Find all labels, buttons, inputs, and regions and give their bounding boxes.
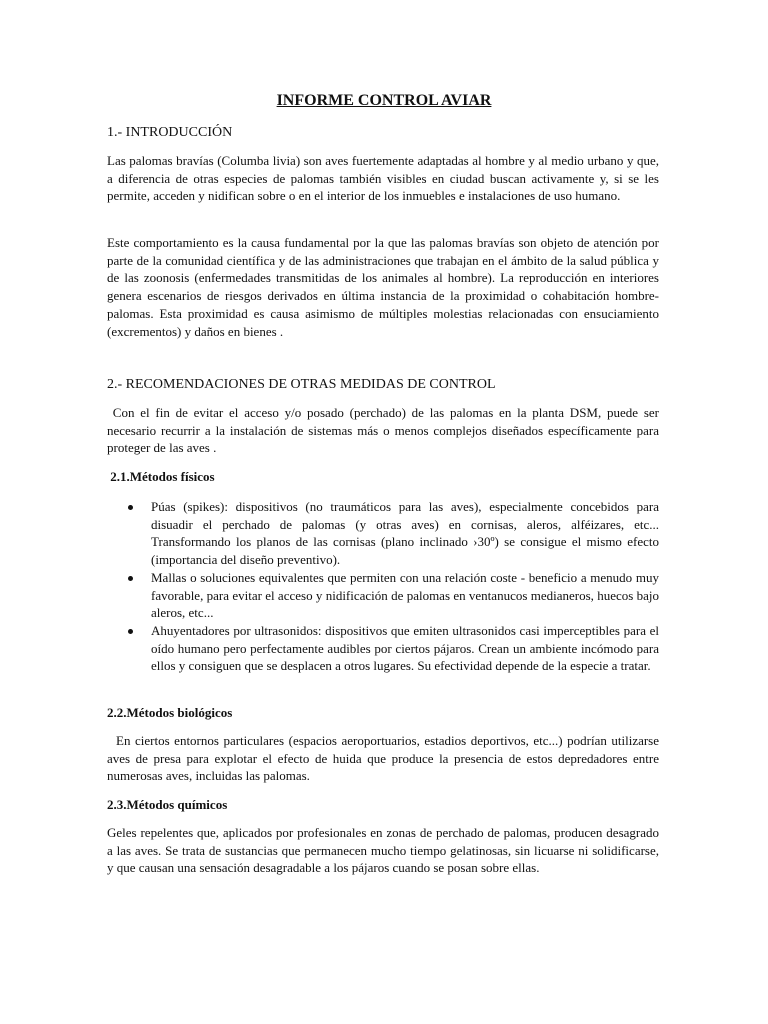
metodos-quimicos-paragraph: Geles repelentes que, aplicados por profesionales en zonas de perchado de palomas, producen desagrado a las aves. Se trata de sustancias que permanecen mucho tiempo gelatinosas, sin licuarse ni solidificarse, y que causan una sensación desagradable a los pájaros cuando se posan sobre ellas. xyxy=(107,825,659,876)
document-title: INFORME CONTROL AVIAR xyxy=(276,92,492,109)
subsection-heading-metodos-biologicos: 2.2.Métodos biológicos xyxy=(107,705,233,720)
bullet-icon xyxy=(128,505,133,510)
metodos-fisicos-list xyxy=(107,498,659,675)
metodos-biologicos-paragraph: En ciertos entornos particulares (espacios aeroportuarios, estadios deportivos, etc...) podrían utilizarse aves de presa para explotar el efecto de huida que produce la presencia de estos depredadores entre numerosas aves, incluidas las palomas. xyxy=(107,733,663,784)
section-heading-introduccion: 1.- INTRODUCCIÓN xyxy=(107,125,233,140)
list-item-text: Ahuyentadores por ultrasonidos: dispositivos que emiten ultrasonidos casi imperceptibles para el oído humano pero perfectamente audibles por ciertos pájaros. Crean un ambiente incómodo para ellos y consiguen que se desplacen a otros lugares. Su efectividad depende de la especie a tratar. xyxy=(151,622,659,674)
bullet-icon xyxy=(128,576,133,581)
list-item xyxy=(107,622,659,675)
intro-paragraph-1: Las palomas bravías (Columba livia) son aves fuertemente adaptadas al hombre y al medio urbano y que, a diferencia de otras especies de palomas también visibles en ciudad buscan activamente y, si se les permite, acceden y nidifican sobre o en el interior de los inmuebles e instalaciones de uso humano. xyxy=(107,153,659,204)
list-item-text: Púas (spikes): dispositivos (no traumáticos para las aves), especialmente concebidos para disuadir el perchado de palomas (y otras aves) en cornisas, aleros, alféizares, etc... Transformando los planos de las cornisas (plano inclinado ›30º) se consigue el mismo efecto (importancia del diseño preventivo). xyxy=(151,499,659,568)
subsection-heading-metodos-quimicos: 2.3.Métodos químicos xyxy=(107,797,228,812)
recomendaciones-paragraph: Con el fin de evitar el acceso y/o posado (perchado) de las palomas en la planta DSM, puede ser necesario recurrir a la instalación de sistemas más o menos complejos diseñados específicamente para proteger de las aves . xyxy=(107,405,663,456)
bullet-icon xyxy=(128,629,133,634)
intro-paragraph-2: Este comportamiento es la causa fundamental por la que las palomas bravías son objeto de atención por parte de la comunidad científica y de las administraciones que trabajan en el ámbito de la salud pública y de las zoonosis (enfermedades transmitidas de los animales al hombre). La reproducción en interiores genera escenarios de riesgos derivados en última instancia de la proximidad o cohabitación hombre-palomas. Esta proximidad es causa asimismo de múltiples molestias relacionadas con ensuciamiento (excrementos) y daños en bienes . xyxy=(107,235,659,339)
list-item-text: Mallas o soluciones equivalentes que permiten con una relación coste - beneficio a menudo muy favorable, para evitar el acceso y nidificación de palomas en ventanucos medianeros, huecos bajo aleros, etc... xyxy=(151,569,659,621)
subsection-heading-metodos-fisicos: 2.1.Métodos físicos xyxy=(107,469,215,484)
list-item xyxy=(107,498,659,569)
list-item xyxy=(107,569,659,622)
section-heading-recomendaciones: 2.- RECOMENDACIONES DE OTRAS MEDIDAS DE CONTROL xyxy=(107,377,496,392)
